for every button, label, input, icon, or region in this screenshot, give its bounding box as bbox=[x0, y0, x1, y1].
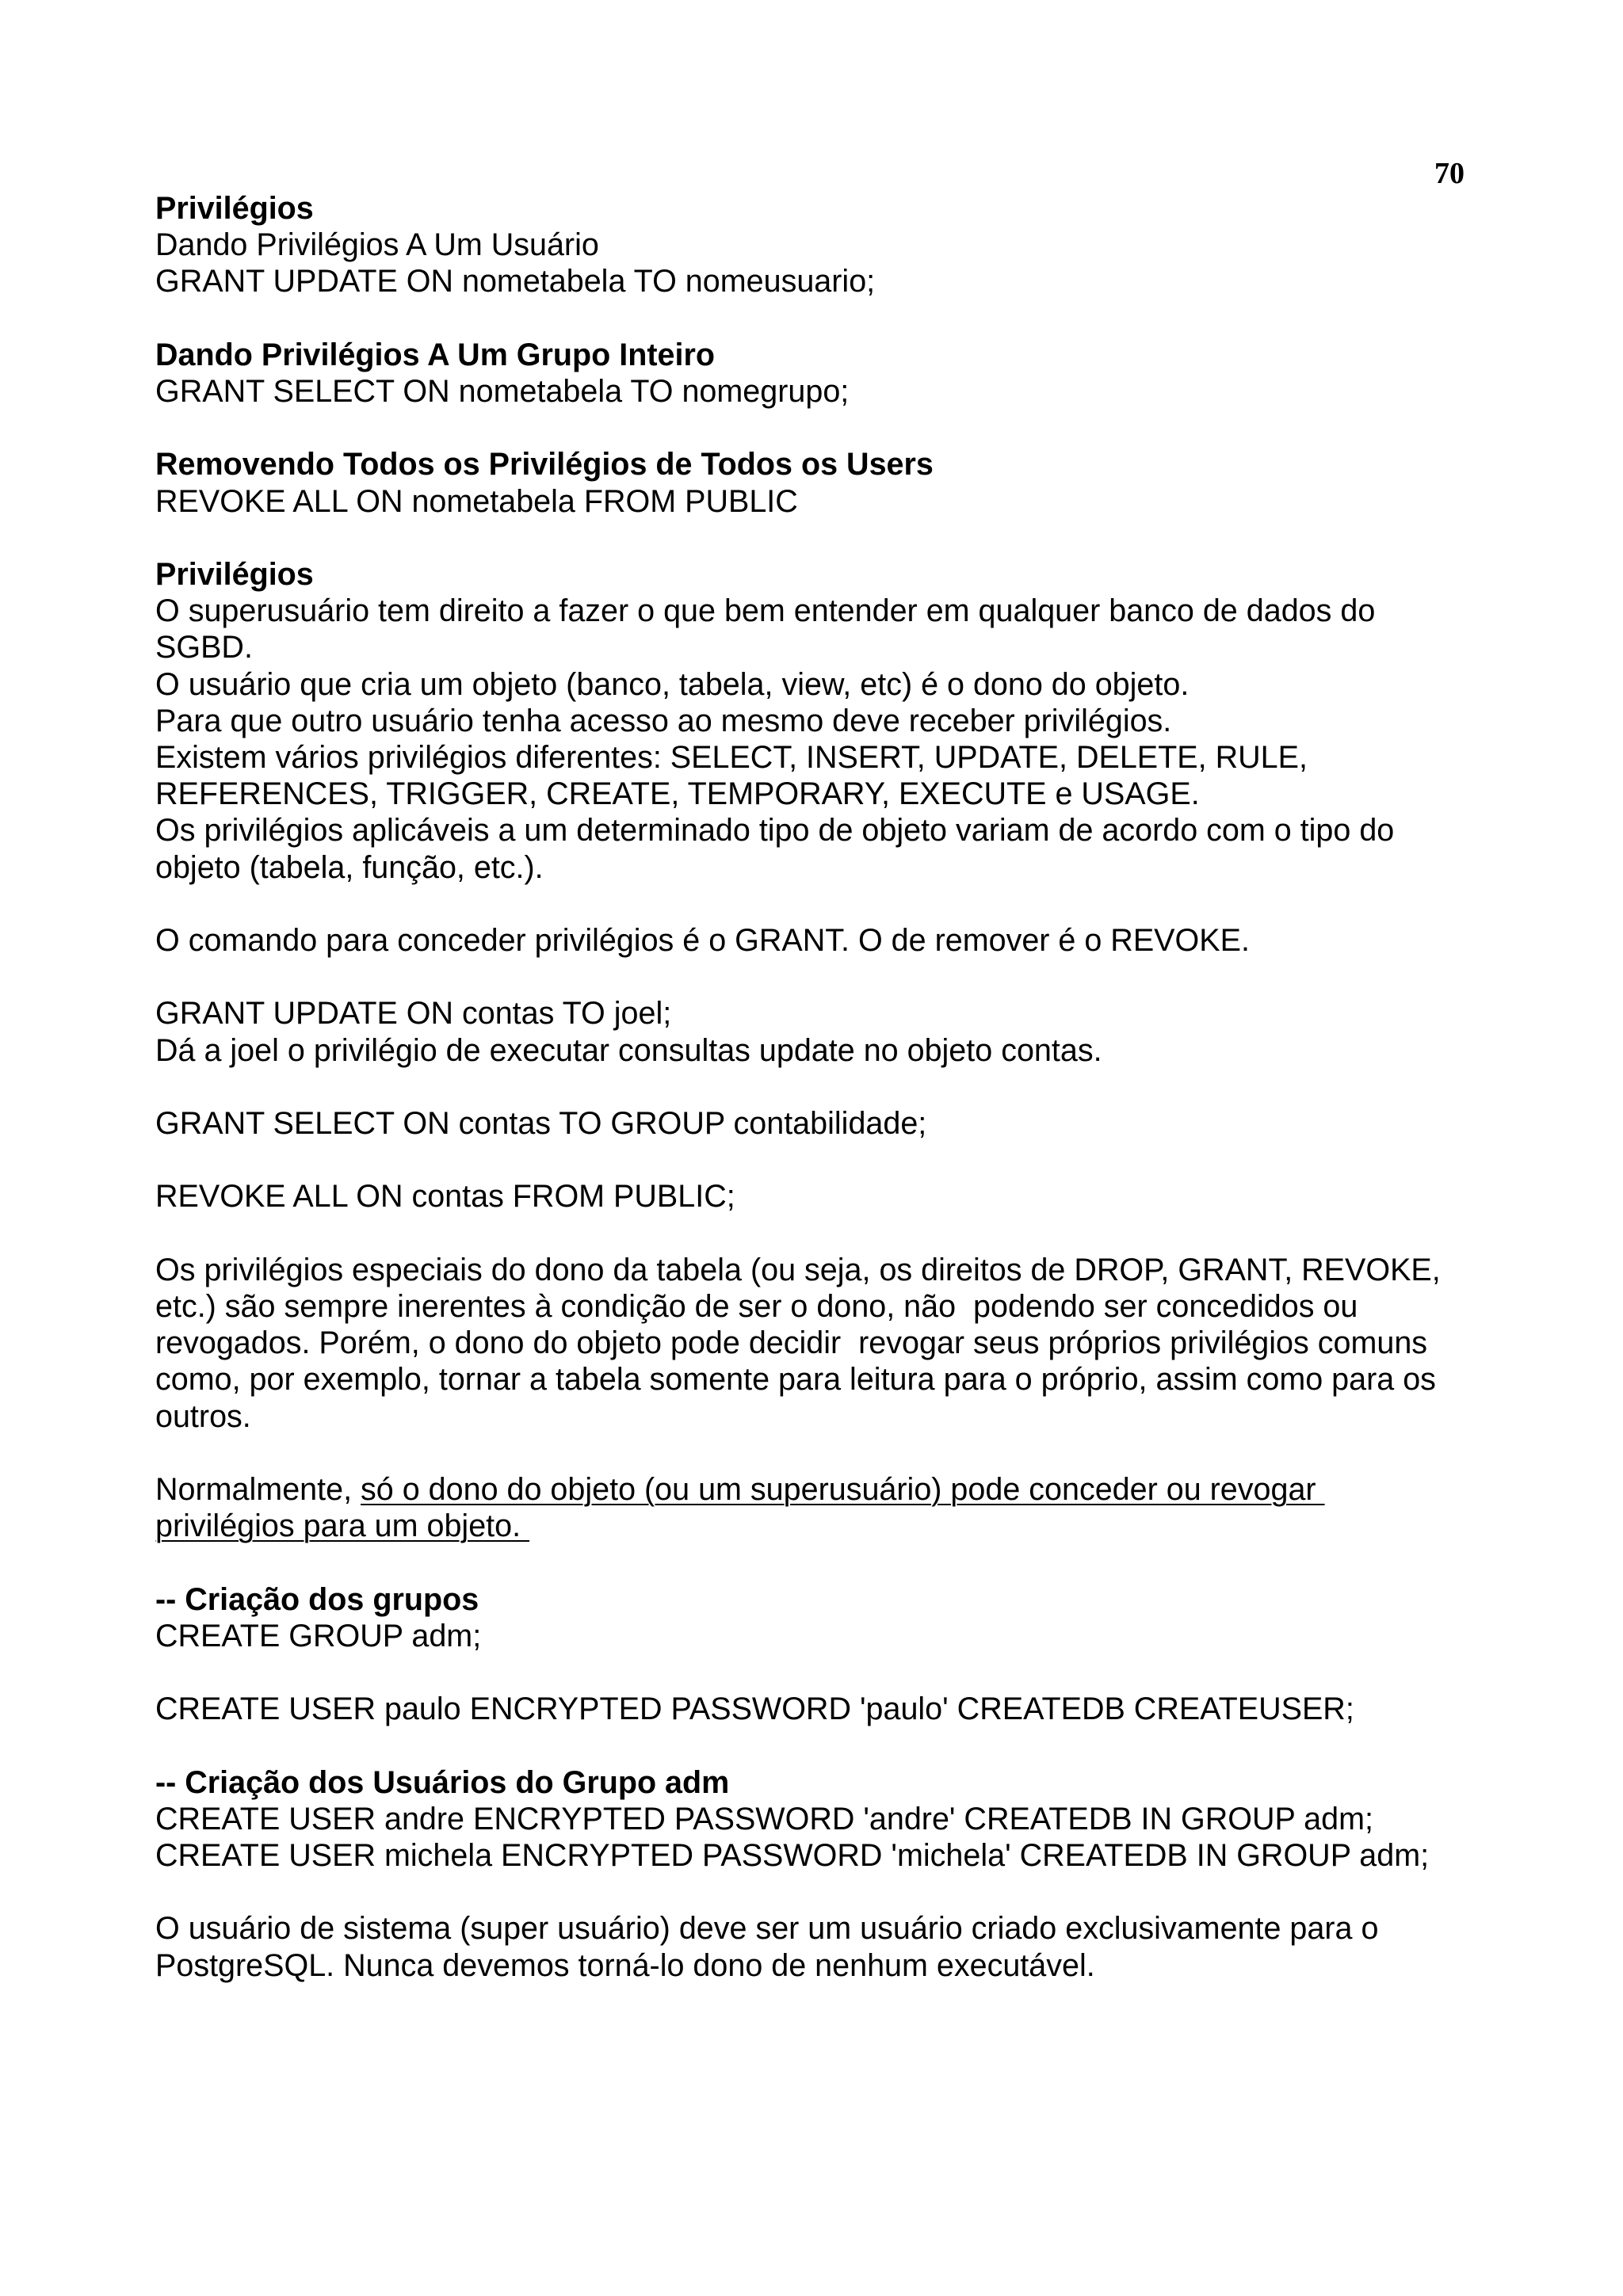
page-content bbox=[155, 190, 1518, 1984]
blank-line bbox=[155, 410, 1518, 446]
underlined-text: só o dono do objeto (ou um superusuário) pode conceder ou revogar bbox=[361, 1471, 1325, 1507]
section-heading: Removendo Todos os Privilégios de Todos os Users bbox=[155, 447, 934, 482]
blank-line bbox=[155, 886, 1518, 922]
sql-statement: CREATE USER andre ENCRYPTED PASSWORD 'andre' CREATEDB IN GROUP adm; bbox=[155, 1801, 1373, 1836]
paragraph-line: PostgreSQL. Nunca devemos torná-lo dono de nenhum executável. bbox=[155, 1947, 1095, 1983]
paragraph-line: REFERENCES, TRIGGER, CREATE, TEMPORARY, EXECUTE e USAGE. bbox=[155, 776, 1200, 812]
paragraph-line: O usuário de sistema (super usuário) deve ser um usuário criado exclusivamente para o bbox=[155, 1911, 1379, 1947]
paragraph-line: Existem vários privilégios diferentes: SELECT, INSERT, UPDATE, DELETE, RULE, bbox=[155, 740, 1308, 775]
paragraph-line: Os privilégios especiais do dono da tabela (ou seja, os direitos de DROP, GRANT, REVOKE, bbox=[155, 1252, 1441, 1287]
blank-line bbox=[155, 1215, 1518, 1252]
sql-statement: CREATE USER michela ENCRYPTED PASSWORD 'michela' CREATEDB IN GROUP adm; bbox=[155, 1837, 1430, 1873]
underlined-text: privilégios para um objeto. bbox=[155, 1508, 530, 1544]
paragraph-line: SGBD. bbox=[155, 630, 253, 666]
plain-text: Normalmente, bbox=[155, 1471, 361, 1507]
blank-line bbox=[155, 959, 1518, 995]
paragraph-line: Os privilégios aplicáveis a um determinado tipo de objeto variam de acordo com o tipo do bbox=[155, 813, 1395, 849]
section-heading: -- Criação dos grupos bbox=[155, 1581, 479, 1617]
blank-line bbox=[155, 520, 1518, 556]
paragraph-line: O usuário que cria um objeto (banco, tabela, view, etc) é o dono do objeto. bbox=[155, 666, 1190, 702]
sql-statement: REVOKE ALL ON nometabela FROM PUBLIC bbox=[155, 483, 798, 519]
sql-statement: GRANT UPDATE ON contas TO joel; bbox=[155, 996, 672, 1032]
blank-line bbox=[155, 300, 1518, 337]
section-heading: Privilégios bbox=[155, 191, 314, 226]
sql-statement: GRANT UPDATE ON nometabela TO nomeusuario; bbox=[155, 264, 876, 299]
paragraph-line: Para que outro usuário tenha acesso ao mesmo deve receber privilégios. bbox=[155, 703, 1172, 738]
blank-line bbox=[155, 1435, 1518, 1471]
paragraph-line: outros. bbox=[155, 1398, 251, 1434]
paragraph-line: Dá a joel o privilégio de executar consultas update no objeto contas. bbox=[155, 1032, 1102, 1068]
blank-line bbox=[155, 1874, 1518, 1910]
sql-statement: CREATE GROUP adm; bbox=[155, 1618, 482, 1653]
section-heading: Dando Privilégios A Um Grupo Inteiro bbox=[155, 337, 715, 372]
paragraph-line bbox=[155, 1471, 1518, 1508]
paragraph-line: O superusuário tem direito a fazer o que bem entender em qualquer banco de dados do bbox=[155, 593, 1376, 629]
blank-line bbox=[155, 1727, 1518, 1764]
blank-line bbox=[155, 1142, 1518, 1178]
page-number: 70 bbox=[1434, 157, 1465, 190]
paragraph-line: como, por exemplo, tornar a tabela somente para leitura para o próprio, assim como para os bbox=[155, 1362, 1436, 1398]
sql-statement: CREATE USER paulo ENCRYPTED PASSWORD 'paulo' CREATEDB CREATEUSER; bbox=[155, 1691, 1354, 1727]
section-heading: Privilégios bbox=[155, 556, 314, 592]
subheading-text: Dando Privilégios A Um Usuário bbox=[155, 227, 599, 263]
sql-statement: GRANT SELECT ON contas TO GROUP contabilidade; bbox=[155, 1105, 927, 1141]
paragraph-line: etc.) são sempre inerentes à condição de ser o dono, não podendo ser concedidos ou bbox=[155, 1288, 1358, 1324]
blank-line bbox=[155, 1069, 1518, 1105]
paragraph-line: revogados. Porém, o dono do objeto pode decidir revogar seus próprios privilégios comuns bbox=[155, 1325, 1428, 1361]
blank-line bbox=[155, 1544, 1518, 1581]
paragraph-line: O comando para conceder privilégios é o GRANT. O de remover é o REVOKE. bbox=[155, 923, 1250, 958]
sql-statement: GRANT SELECT ON nometabela TO nomegrupo; bbox=[155, 374, 850, 409]
blank-line bbox=[155, 1654, 1518, 1691]
sql-statement: REVOKE ALL ON contas FROM PUBLIC; bbox=[155, 1179, 735, 1215]
paragraph-line: objeto (tabela, função, etc.). bbox=[155, 849, 544, 885]
section-heading: -- Criação dos Usuários do Grupo adm bbox=[155, 1764, 730, 1800]
